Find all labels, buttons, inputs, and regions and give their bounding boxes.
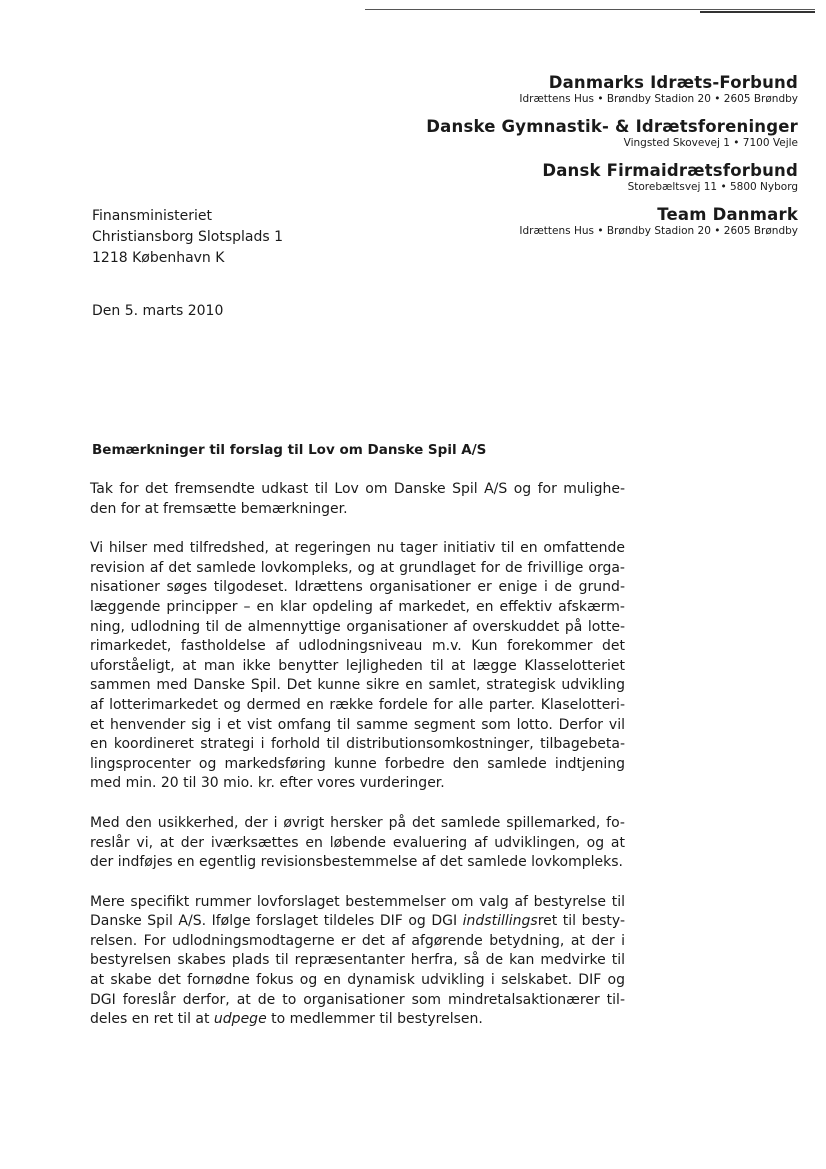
body-paragraph — [90, 893, 625, 1030]
emphasized-text: udpege — [213, 1011, 267, 1028]
paragraph-line: at skabe det fornødne fokus og en dynamisk udvikling i selskabet. DIF og — [90, 972, 625, 989]
org-name: Danmarks Idræts-Forbund — [548, 73, 798, 92]
paragraph-line: lingsprocenter og markedsføring kunne forbedre den samlede indtjening — [90, 755, 625, 772]
paragraph-line: læggende principper – en klar opdeling af markedet, en effektiv afskærm- — [90, 598, 625, 615]
paragraph-line: Med den usikkerhed, der i øvrigt hersker på det samlede spillemarked, fo- — [90, 814, 625, 831]
org-name: Dansk Firmaidrætsforbund — [542, 161, 798, 180]
body-paragraph — [90, 814, 625, 873]
paragraph-line: nisationer søges tilgodeset. Idrættens organisationer er enige i de grund- — [90, 579, 625, 596]
recipient-address — [92, 206, 283, 269]
paragraph-line: uforståeligt, at man ikke benytter lejligheden til at lægge Klasselotteriet — [90, 657, 625, 674]
paragraph-line: revision af det samlede lovkompleks, og at grundlaget for de frivillige orga- — [90, 559, 625, 576]
paragraph-line: Mere specifikt rummer lovforslaget bestemmelser om valg af bestyrelse til — [90, 893, 625, 910]
emphasized-text: indstillings — [462, 913, 538, 930]
body-paragraph — [90, 480, 625, 519]
paragraph-line: der indføjes en egentlig revisionsbestemmelse af det samlede lovkompleks. — [90, 854, 623, 871]
letterhead-org — [278, 116, 798, 150]
org-address: Vingsted Skovevej 1 • 7100 Vejle — [623, 137, 798, 149]
letter-body — [90, 480, 625, 1050]
scan-edge-line — [365, 9, 815, 10]
org-address: Idrættens Hus • Brøndby Stadion 20 • 2605 Brøndby — [519, 93, 798, 105]
paragraph-line: Vi hilser med tilfredshed, at regeringen nu tager initiativ til en omfattende — [90, 540, 625, 557]
letter-subject: Bemærkninger til forslag til Lov om Danske Spil A/S — [92, 442, 487, 458]
paragraph-line: ning, udlodning til de almennyttige organisationer af overskuddet på lotte- — [90, 618, 625, 635]
paragraph-line: DGI foreslår derfor, at de to organisationer som mindretalsaktionærer til- — [90, 991, 625, 1008]
recipient-line: 1218 København K — [92, 250, 225, 266]
letterhead-org — [278, 204, 798, 238]
recipient-line: Finansministeriet — [92, 208, 212, 224]
paragraph-line: relsen. For udlodningsmodtagerne er det af afgørende betydning, at der i — [90, 932, 625, 949]
paragraph-line: deles en ret til at udpege to medlemmer til bestyrelsen. — [90, 1011, 483, 1028]
paragraph-line: bestyrelsen skabes plads til repræsentanter herfra, så de kan medvirke til — [90, 952, 625, 969]
org-name: Danske Gymnastik- & Idrætsforeninger — [426, 117, 798, 136]
org-address: Storebæltsvej 11 • 5800 Nyborg — [627, 181, 798, 193]
paragraph-line: reslår vi, at der iværksættes en løbende evaluering af udviklingen, og at — [90, 834, 625, 851]
letterhead — [278, 72, 798, 248]
letter-date: Den 5. marts 2010 — [92, 303, 224, 319]
body-paragraph — [90, 539, 625, 794]
paragraph-line: den for at fremsætte bemærkninger. — [90, 500, 348, 517]
paragraph-line: et henvender sig i et vist omfang til samme segment som lotto. Derfor vil — [90, 716, 625, 733]
paragraph-line: rimarkedet, fastholdelse af udlodningsniveau m.v. Kun forekommer det — [90, 638, 625, 655]
org-name: Team Danmark — [657, 205, 798, 224]
paragraph-line: med min. 20 til 30 mio. kr. efter vores vurderinger. — [90, 775, 445, 792]
letterhead-org — [278, 72, 798, 106]
paragraph-line: sammen med Danske Spil. Det kunne sikre en samlet, strategisk udvikling — [90, 677, 625, 694]
paragraph-line: en koordineret strategi i forhold til distributionsomkostninger, tilbagebeta- — [90, 736, 625, 753]
recipient-line: Christiansborg Slotsplads 1 — [92, 229, 284, 245]
paragraph-line: af lotterimarkedet og dermed en række fordele for alle parter. Klaselotteri- — [90, 696, 625, 713]
letterhead-org — [278, 160, 798, 194]
org-address: Idrættens Hus • Brøndby Stadion 20 • 2605 Brøndby — [519, 225, 798, 237]
paragraph-line: Danske Spil A/S. Ifølge forslaget tildeles DIF og DGI indstillingsret til besty- — [90, 913, 625, 930]
scan-edge-mark — [700, 11, 815, 13]
paragraph-line: Tak for det fremsendte udkast til Lov om Danske Spil A/S og for mulighe- — [90, 481, 625, 497]
